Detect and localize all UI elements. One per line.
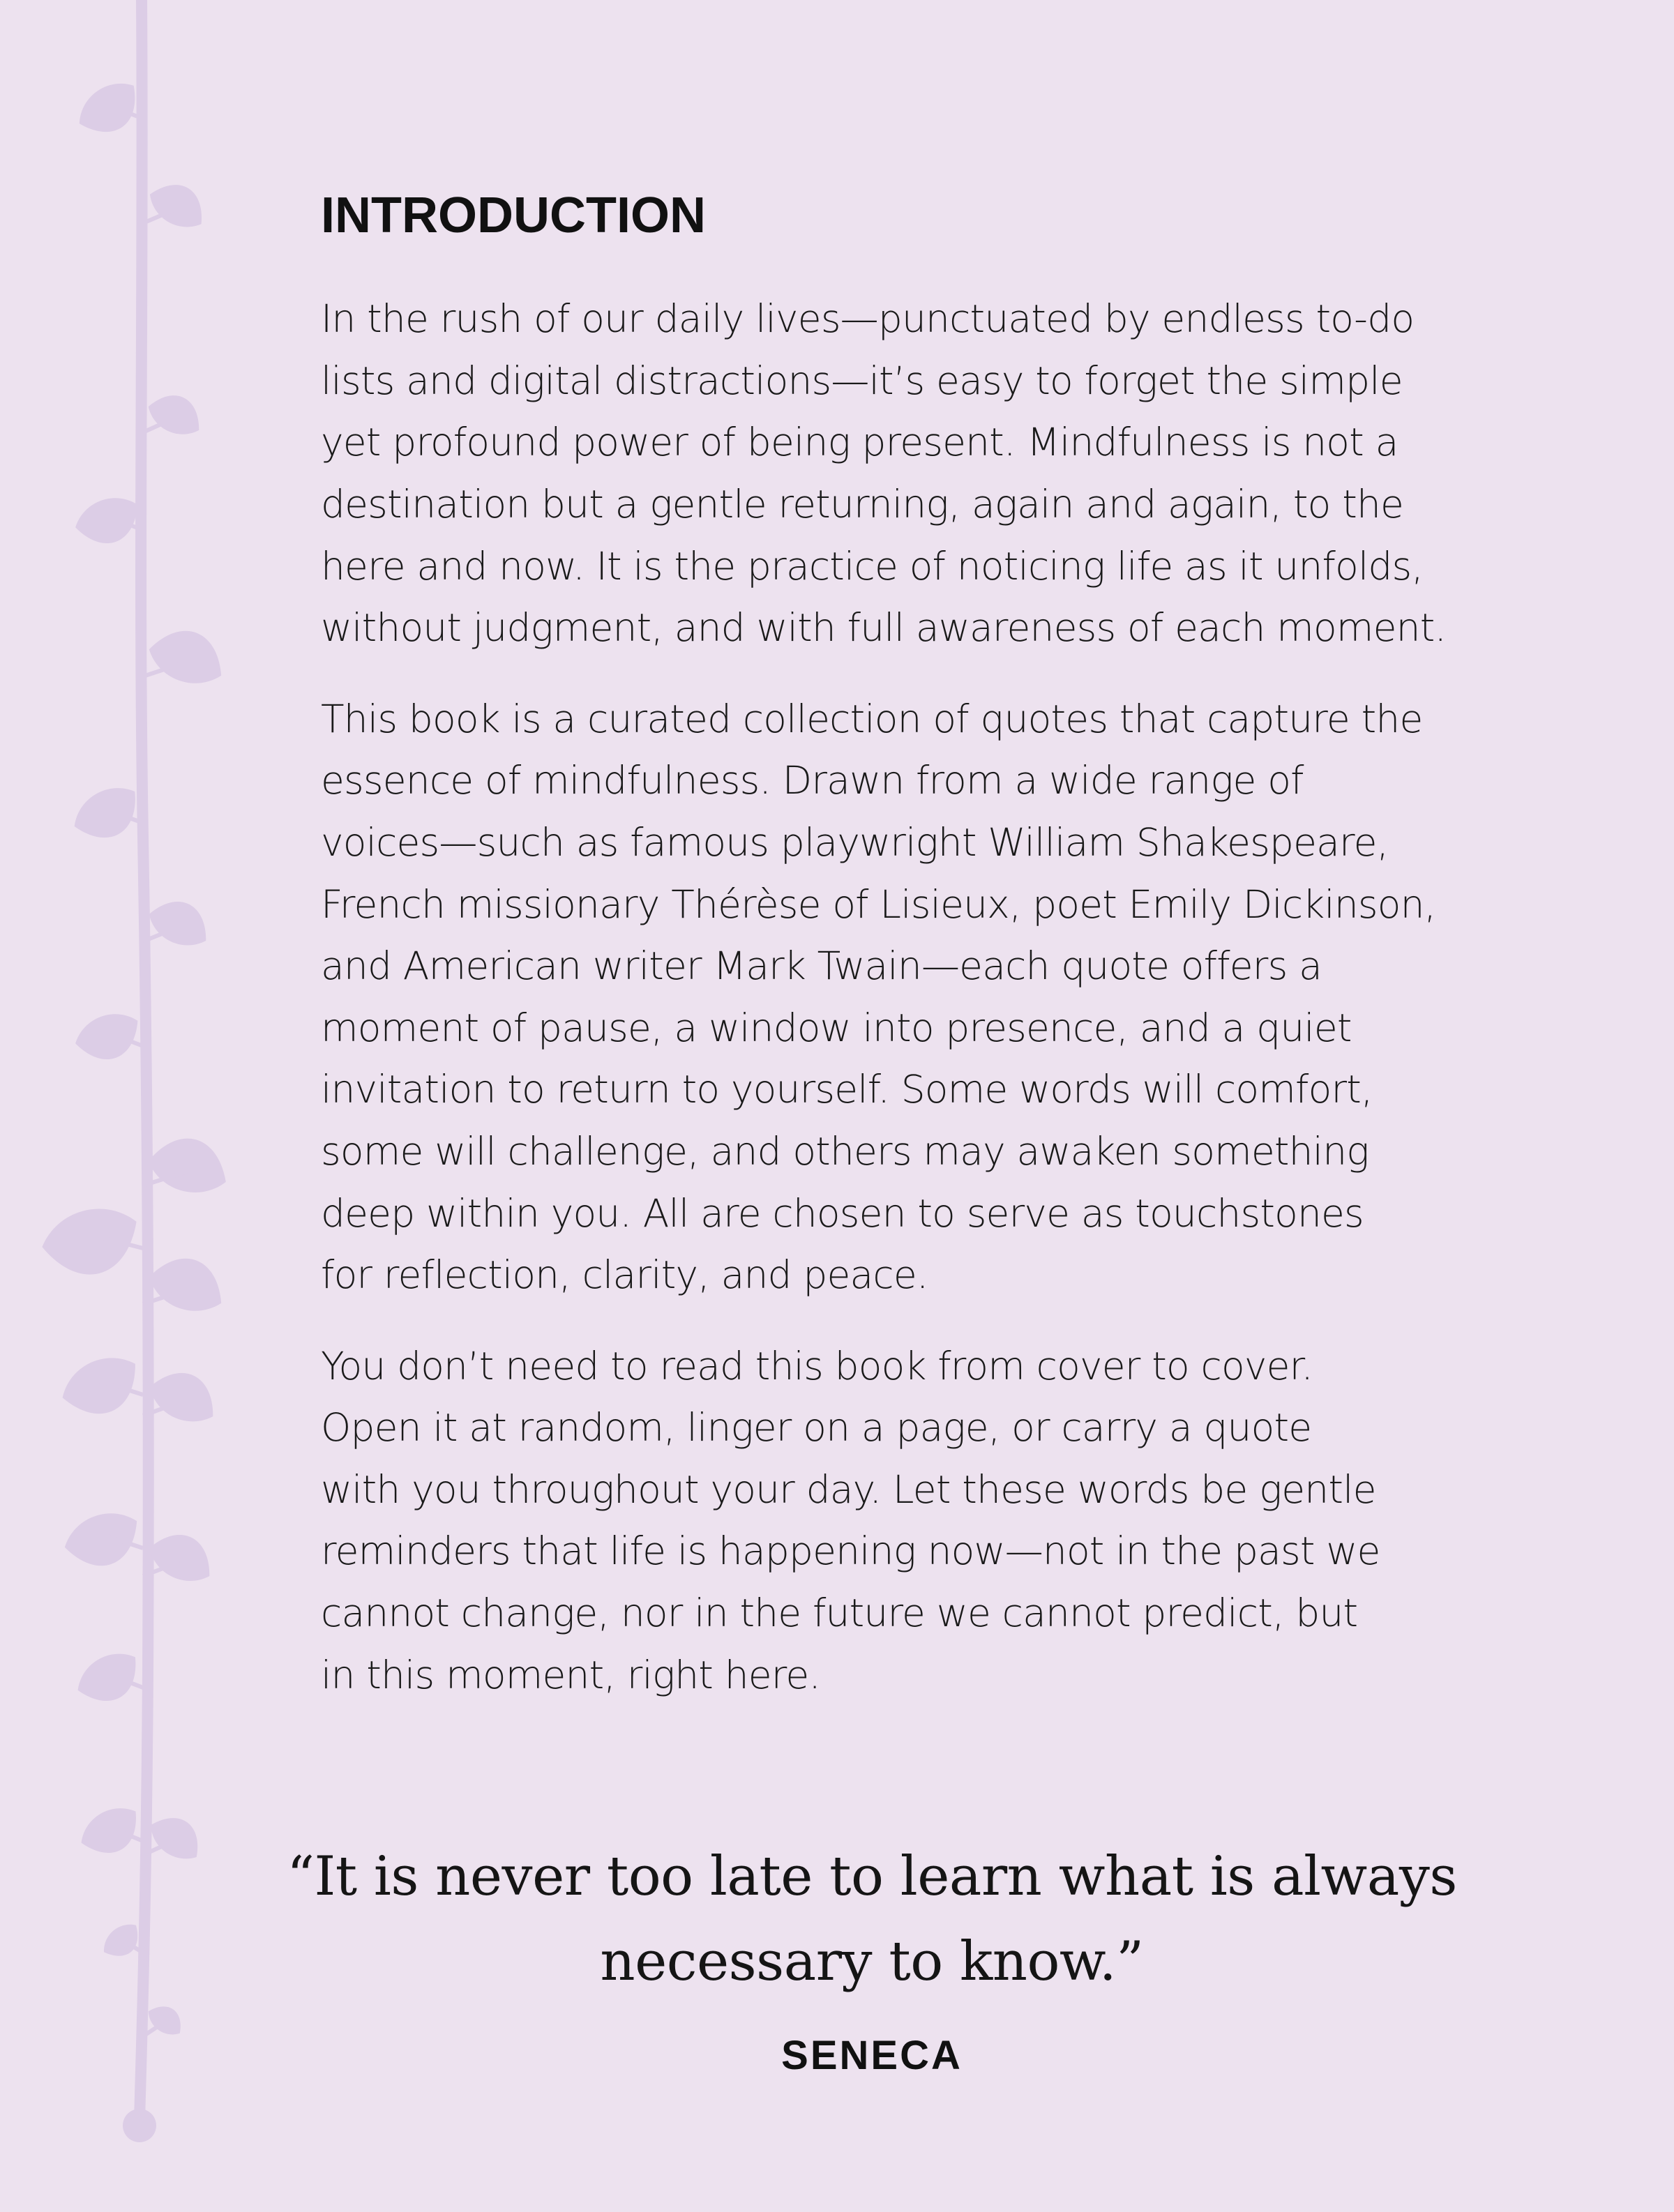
vine-leaf [59, 1503, 148, 1577]
paragraph-line: essence of mindfulness. Drawn from a wide range of [321, 758, 1304, 803]
vine-leaf [143, 1806, 210, 1868]
vine-leaf [70, 1006, 147, 1069]
intro-paragraph-2 [321, 688, 1521, 1306]
paragraph-line: Open it at random, linger on a page, or carry a quote [321, 1405, 1312, 1450]
paragraph-line: yet profound power of being present. Mindfulness is not a [321, 420, 1398, 465]
vine-bud [123, 2109, 156, 2142]
vine-leaf [36, 1198, 146, 1285]
paragraph-line: some will challenge, and others may awaken something [321, 1128, 1369, 1174]
paragraph-line: for reflection, clarity, and peace. [321, 1252, 928, 1298]
quote-line: “It is never too late to learn what is always [287, 1845, 1457, 1908]
paragraph-line: In the rush of our daily lives—punctuated by endless to-do [321, 296, 1415, 342]
paragraph-line: This book is a curated collection of quotes that capture the [321, 696, 1423, 741]
paragraph-line: lists and digital distractions—it’s easy to forget the simple [321, 358, 1403, 403]
paragraph-line: cannot change, nor in the future we cannot predict, but [321, 1591, 1358, 1636]
introduction-section [321, 188, 1521, 1735]
vine-leaf [142, 1523, 221, 1591]
vine-leaf [54, 1346, 149, 1427]
page-title: INTRODUCTION [321, 188, 706, 243]
vine-leaf [142, 1361, 225, 1432]
vine-leaf [73, 1798, 149, 1865]
quote-line: necessary to know.” [600, 1930, 1144, 1993]
intro-paragraph-1 [321, 288, 1521, 659]
paragraph-line: with you throughout your day. Let these words be gentle [321, 1467, 1376, 1512]
paragraph-line: destination but a gentle returning, again and again, to the [321, 481, 1404, 527]
vine-stem [140, 0, 149, 2120]
seneca-quote [209, 1834, 1534, 2004]
paragraph-line: invitation to return to yourself. Some words will comfort, [321, 1067, 1373, 1112]
paragraph-line: in this moment, right here. [321, 1652, 821, 1697]
paragraph-line: voices—such as famous playwright William Shakespeare, [321, 819, 1389, 865]
vine-leaf [142, 173, 213, 236]
paragraph-line: You don’t need to read this book from cover to cover. [321, 1343, 1313, 1388]
intro-paragraph-3 [321, 1335, 1521, 1706]
vine-leaf [143, 1248, 232, 1321]
vine-leaf [143, 620, 232, 694]
vine-leaf [142, 891, 217, 955]
paragraph-line: moment of pause, a window into presence, and a quiet [321, 1005, 1352, 1050]
vine-leaf [143, 1999, 189, 2041]
quote-block [209, 1834, 1534, 2079]
vine-leaf [70, 1643, 149, 1714]
quote-attribution: SENECA [781, 2033, 963, 2078]
vine-leaf [143, 1129, 234, 1201]
paragraph-line: deep within you. All are chosen to serve as touchstones [321, 1190, 1364, 1236]
paragraph-line: French missionary Thérèse of Lisieux, poet Emily Dickinson, [321, 881, 1436, 927]
vine-leaf [142, 386, 209, 443]
paragraph-line: here and now. It is the practice of noticing life as it unfolds, [321, 543, 1424, 589]
paragraph-line: and American writer Mark Twain—each quote offers a [321, 944, 1322, 989]
paragraph-line: without judgment, and with full awareness of each moment. [321, 605, 1447, 651]
paragraph-line: reminders that life is happening now—not in the past we [321, 1529, 1380, 1574]
